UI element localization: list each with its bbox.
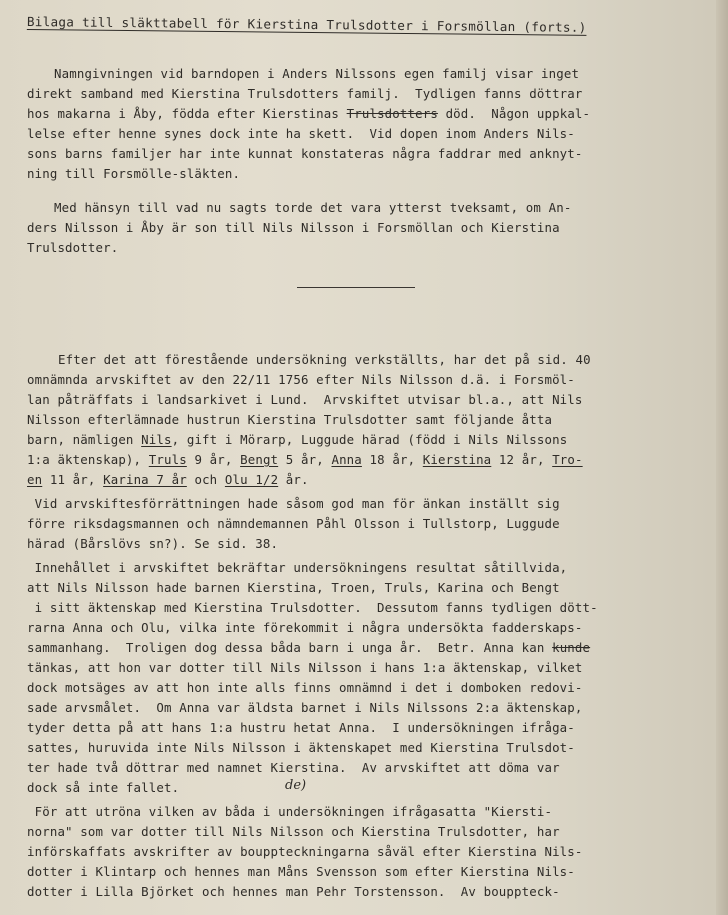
text-segment: 18 år, xyxy=(361,452,423,467)
underlined-name: Bengt xyxy=(240,452,279,467)
page-edge-shadow xyxy=(716,0,728,915)
text-line: ning till Forsmölle-släkten. xyxy=(27,166,241,181)
text-line xyxy=(27,470,309,490)
handwritten-insertion: de) xyxy=(285,778,307,793)
text-segment: 11 år, xyxy=(42,472,104,487)
text-line xyxy=(27,638,590,658)
text-segment: , gift i Mörarp, Luggude härad (född i Nils Nilssons xyxy=(171,432,568,447)
text-line: rarna Anna och Olu, vilka inte förekommit i några undersökta fadderskaps- xyxy=(27,620,583,635)
text-line: Trulsdotter. xyxy=(27,240,119,255)
text-line xyxy=(27,104,590,124)
text-segment: barn, nämligen xyxy=(27,432,142,447)
text-line: Vid arvskiftesförrättningen hade såsom god man för änkan inställt sig xyxy=(27,496,560,511)
underlined-name: Olu 1/2 xyxy=(224,472,279,487)
text-segment: år. xyxy=(278,472,309,487)
underlined-name: Tro- xyxy=(552,452,583,467)
struck-out-word: Trulsdotters xyxy=(346,106,438,121)
text-line: tyder detta på att hans 1:a hustru hetat Anna. I undersökningen ifråga- xyxy=(27,720,575,735)
text-segment: 1:a äktenskap), xyxy=(27,452,149,467)
underlined-name: Kierstina xyxy=(422,452,492,467)
struck-out-word: kunde xyxy=(552,640,591,655)
text-line: införskaffats avskrifter av bouppteckningarna såväl efter Kierstina Nils- xyxy=(27,844,583,859)
underlined-name: Truls xyxy=(148,452,187,467)
text-line: att Nils Nilsson hade barnen Kierstina, Troen, Truls, Karina och Bengt xyxy=(27,580,560,595)
section-divider xyxy=(297,287,415,288)
underlined-name: Anna xyxy=(331,452,362,467)
text-line: sattes, huruvida inte Nils Nilsson i äktenskapet med Kierstina Trulsdot- xyxy=(27,740,575,755)
text-segment: och xyxy=(186,472,225,487)
text-segment: 12 år, xyxy=(491,452,553,467)
text-line xyxy=(27,430,567,450)
text-line: sons barns familjer har inte kunnat konstateras några faddrar med anknyt- xyxy=(27,146,583,161)
text-line: i sitt äktenskap med Kierstina Trulsdotter. Dessutom fanns tydligen dött- xyxy=(27,600,598,615)
text-line: ter hade två döttrar med namnet Kierstina. Av arvskiftet att döma var xyxy=(27,760,560,775)
text-line: tänkas, att hon var dotter till Nils Nilsson i hans 1:a äktenskap, vilket xyxy=(27,660,583,675)
text-line: dock så inte fallet. xyxy=(27,780,180,795)
text-line xyxy=(27,450,583,470)
text-segment: sammanhang. Troligen dog dessa båda barn i unga år. Betr. Anna kan xyxy=(27,640,553,655)
text-line: Namngivningen vid barndopen i Anders Nilssons egen familj visar inget xyxy=(54,66,580,81)
text-line: direkt samband med Kierstina Trulsdotters familj. Tydligen fanns döttrar xyxy=(27,86,583,101)
text-line: norna" som var dotter till Nils Nilsson och Kierstina Trulsdotter, har xyxy=(27,824,560,839)
underlined-name: Karina 7 år xyxy=(103,472,187,487)
text-segment: 5 år, xyxy=(278,452,332,467)
text-line: För att utröna vilken av båda i undersökningen ifrågasatta "Kiersti- xyxy=(27,804,553,819)
text-line: Innehållet i arvskiftet bekräftar undersökningens resultat såtillvida, xyxy=(27,560,568,575)
text-line: ders Nilsson i Åby är son till Nils Nilsson i Forsmöllan och Kierstina xyxy=(27,220,560,235)
text-segment: hos makarna i Åby, födda efter Kierstinas xyxy=(27,106,347,121)
text-line: Med hänsyn till vad nu sagts torde det vara ytterst tveksamt, om An- xyxy=(54,200,572,215)
text-line: lelse efter henne synes dock inte ha skett. Vid dopen inom Anders Nils- xyxy=(27,126,575,141)
underlined-name: Nils xyxy=(141,432,172,447)
text-line: dock motsäges av att hon inte alls finns omnämnd i det i domboken redovi- xyxy=(27,680,583,695)
text-line: härad (Bårslövs sn?). Se sid. 38. xyxy=(27,536,279,551)
text-line: Efter det att förestående undersökning verkställts, har det på sid. 40 xyxy=(58,352,591,367)
text-segment: 9 år, xyxy=(186,452,241,467)
text-line: sade arvsmålet. Om Anna var äldsta barnet i Nils Nilssons 2:a äktenskap, xyxy=(27,700,583,715)
text-line: dotter i Klintarp och hennes man Måns Svensson som efter Kierstina Nils- xyxy=(27,864,575,879)
text-segment: död. Någon uppkal- xyxy=(437,106,591,121)
text-line: lan påträffats i landsarkivet i Lund. Arvskiftet utvisar bl.a., att Nils xyxy=(27,392,583,407)
text-line: Nilsson efterlämnade hustrun Kierstina Trulsdotter samt följande åtta xyxy=(27,412,553,427)
page-heading: Bilaga till släkttabell för Kierstina Trulsdotter i Forsmöllan (forts.) xyxy=(26,14,587,35)
underlined-name: en xyxy=(27,472,43,487)
text-line: dotter i Lilla Björket och hennes man Pehr Torstensson. Av bouppteck- xyxy=(27,884,560,899)
text-line: förre riksdagsmannen och nämndemannen Påhl Olsson i Tullstorp, Luggude xyxy=(27,516,560,531)
text-line: omnämnda arvskiftet av den 22/11 1756 efter Nils Nilsson d.ä. i Forsmöl- xyxy=(27,372,575,387)
